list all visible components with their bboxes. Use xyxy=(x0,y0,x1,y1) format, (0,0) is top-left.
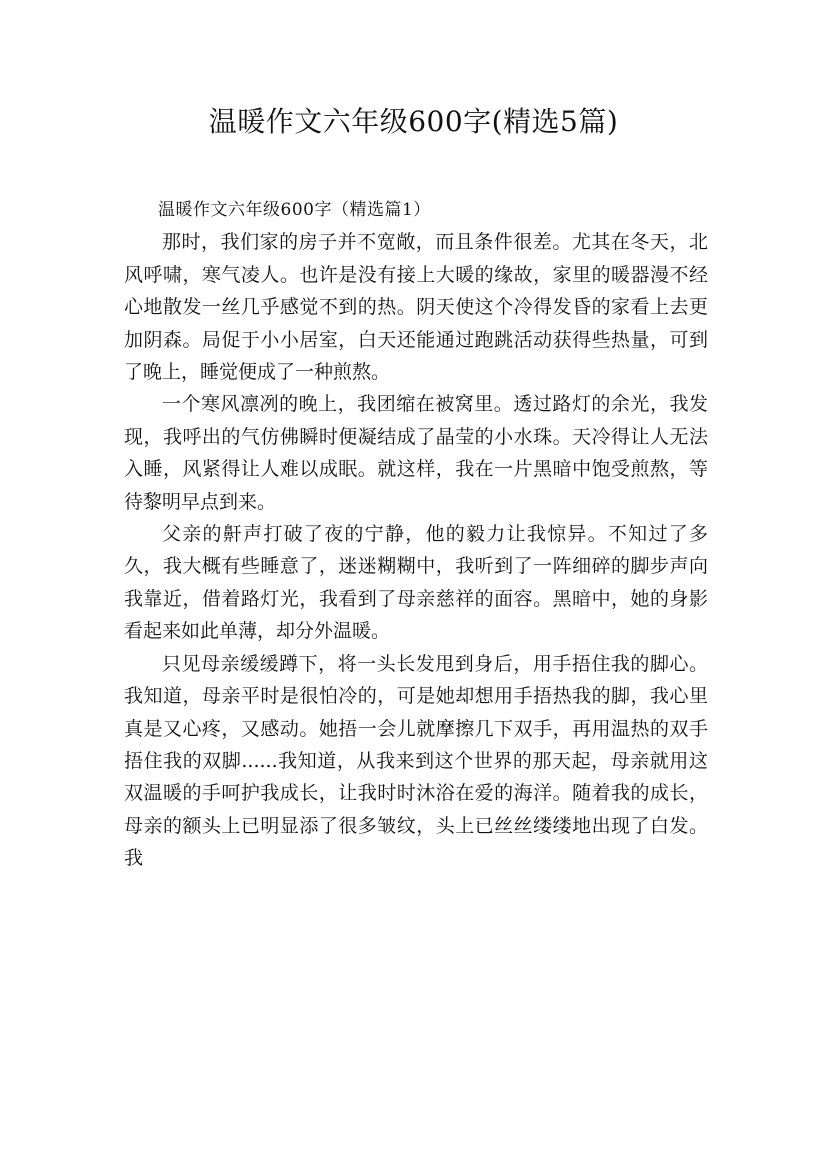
paragraph-1: 那时，我们家的房子并不宽敞，而且条件很差。尤其在冬天，北风呼啸，寒气凌人。也许是没有接上大暖的缘故，家里的暖器漫不经心地散发一丝几乎感觉不到的热。阴天使这个冷得发昏的家看上去更加阴森。局促于小小居室，白天还能通过跑跳活动获得些热量，可到了晚上，睡觉便成了一种煎熬。 xyxy=(124,231,708,384)
paragraph-3: 父亲的鼾声打破了夜的宁静，他的毅力让我惊异。不知过了多久，我大概有些睡意了，迷迷糊糊中，我听到了一阵细碎的脚步声向我靠近，借着路灯光，我看到了母亲慈祥的面容。黑暗中，她的身影看起来如此单薄，却分外温暖。 xyxy=(124,523,708,643)
document-body xyxy=(124,194,708,875)
document-title: 温暖作文六年级600字(精选5篇) xyxy=(208,105,619,138)
section-heading: 温暖作文六年级600字（精选篇1） xyxy=(158,200,431,220)
paragraph-4: 只见母亲缓缓蹲下，将一头长发甩到身后，用手捂住我的脚心。我知道，母亲平时是很怕冷的，可是她却想用手捂热我的脚，我心里真是又心疼，又感动。她捂一会儿就摩擦几下双手，再用温热的双手捂住我的双脚......我知道，从我来到这个世界的那天起，母亲就用这双温暖的手呵护我成长，让我时时沐浴在爱的海洋。随着我的成长，母亲的额头上已明显添了很多皱纹，头上已丝丝缕缕地出现了白发。我 xyxy=(124,652,708,870)
paragraph-2: 一个寒风凛冽的晚上，我团缩在被窝里。透过路灯的余光，我发现，我呼出的气仿佛瞬时便凝结成了晶莹的小水珠。天冷得让人无法入睡，风紧得让人难以成眠。就这样，我在一片黑暗中饱受煎熬，等待黎明早点到来。 xyxy=(124,393,708,513)
